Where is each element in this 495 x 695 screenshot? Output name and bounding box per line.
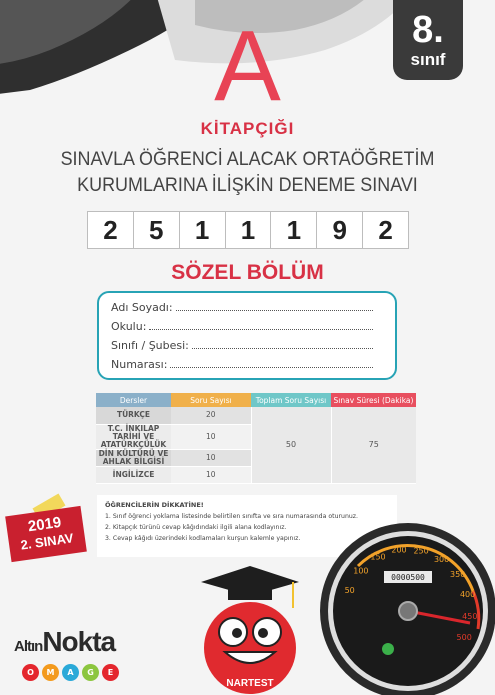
code-digit: 1 xyxy=(180,212,226,248)
year-badge xyxy=(5,506,87,562)
count-cell: 10 xyxy=(171,424,251,449)
section-title: SÖZEL BÖLÜM xyxy=(171,261,324,284)
school-field[interactable] xyxy=(149,320,373,330)
series-letter: O xyxy=(22,664,39,681)
duration-cell: 75 xyxy=(331,407,416,483)
code-digit: 9 xyxy=(317,212,363,248)
exam-title-line-1: SINAVLA ÖĞRENCİ ALACAK ORTAÖĞRETİM xyxy=(60,148,435,170)
gauge-tick-label: 100 xyxy=(353,566,369,576)
header-duration: Sınav Süresi (Dakika) xyxy=(331,393,416,407)
school-row xyxy=(111,320,383,339)
publisher-logo xyxy=(14,622,139,692)
gauge-tick-label: 450 xyxy=(462,611,478,621)
class-field[interactable] xyxy=(192,339,373,349)
number-field[interactable] xyxy=(170,358,373,368)
publisher-series-letters xyxy=(22,664,119,681)
gauge-tick-label: 150 xyxy=(370,552,386,562)
publisher-name xyxy=(14,626,115,658)
number-row xyxy=(111,358,383,377)
publisher-name-part2: Nokta xyxy=(42,626,116,657)
exam-title-line-2: KURUMLARINA İLİŞKİN DENEME SINAVI xyxy=(77,174,418,196)
number-label: Numarası: xyxy=(111,358,168,371)
count-cell: 10 xyxy=(171,449,251,466)
badge-exam: 2. SINAV xyxy=(19,530,75,553)
gauge-tick-label: 50 xyxy=(344,585,355,595)
exam-table xyxy=(96,393,416,484)
mascot-logo xyxy=(195,562,305,695)
count-cell: 20 xyxy=(171,407,251,424)
gauge-tick-label: 500 xyxy=(456,633,472,643)
header-total-questions: Toplam Soru Sayısı xyxy=(251,393,331,407)
grade-label: sınıf xyxy=(410,50,446,69)
notice-item: 2. Kitapçık türünü cevap kâğıdındaki ilgili alana kodlayınız. xyxy=(105,524,287,531)
code-digit: 1 xyxy=(226,212,272,248)
series-letter: A xyxy=(62,664,79,681)
notice-title: ÖĞRENCİLERİN DİKKATİNE! xyxy=(105,501,204,509)
series-letter: M xyxy=(42,664,59,681)
grade-number: 8. xyxy=(412,9,444,51)
gauge-tick-label: 200 xyxy=(391,545,407,555)
gauge-tick-label: 350 xyxy=(450,570,466,579)
subject-cell: DİN KÜLTÜRÜ VE AHLAK BİLGİSİ xyxy=(96,449,171,466)
student-info-box xyxy=(97,291,397,380)
code-digit: 2 xyxy=(378,215,393,245)
booklet-label: KİTAPÇIĞI xyxy=(200,119,295,138)
indicator-light xyxy=(382,643,394,655)
total-questions-cell: 50 xyxy=(251,407,331,483)
table-row xyxy=(96,407,416,424)
odometer-value: 0000500 xyxy=(391,573,425,582)
header-question-count: Soru Sayısı xyxy=(171,393,251,407)
code-digit: 5 xyxy=(134,212,180,248)
gauge-tick-label: 300 xyxy=(433,554,450,564)
subject-cell: İNGİLİZCE xyxy=(96,466,171,483)
class-row xyxy=(111,339,383,358)
code-digit: 2 xyxy=(88,212,134,248)
gauge-tick-label: 250 xyxy=(413,546,429,556)
count-cell: 10 xyxy=(171,466,251,483)
header-subjects: Dersler xyxy=(96,393,171,407)
series-letter: G xyxy=(82,664,99,681)
notice-item: 1. Sınıf öğrenci yoklama listesinde belirtilen sınıfta ve sıra numarasında oturunuz. xyxy=(105,513,359,520)
subject-cell: TÜRKÇE xyxy=(96,407,171,424)
name-label: Adı Soyadı: xyxy=(111,301,173,314)
subject-cell: T.C. İNKILAP TARİHİ VE ATATÜRKÇÜLÜK xyxy=(96,424,171,449)
mascot-label: NARTEST xyxy=(226,678,274,689)
name-row xyxy=(111,301,383,320)
needle-hub xyxy=(399,602,417,620)
notice-item: 3. Cevap kâğıdı üzerindeki kodlamaları kurşun kalemle yapınız. xyxy=(105,535,301,542)
school-label: Okulu: xyxy=(111,320,147,333)
badge-year: 2019 xyxy=(26,513,63,536)
class-label: Sınıfı / Şubesi: xyxy=(111,339,189,352)
code-digit: 1 xyxy=(271,212,317,248)
booklet-letter: A xyxy=(214,10,281,122)
series-letter: E xyxy=(102,664,119,681)
booklet-code xyxy=(87,211,409,249)
publisher-name-part1: Altın xyxy=(14,638,43,655)
name-field[interactable] xyxy=(176,301,373,311)
speedometer-gauge xyxy=(318,519,495,695)
gauge-tick-label: 400 xyxy=(459,589,476,599)
